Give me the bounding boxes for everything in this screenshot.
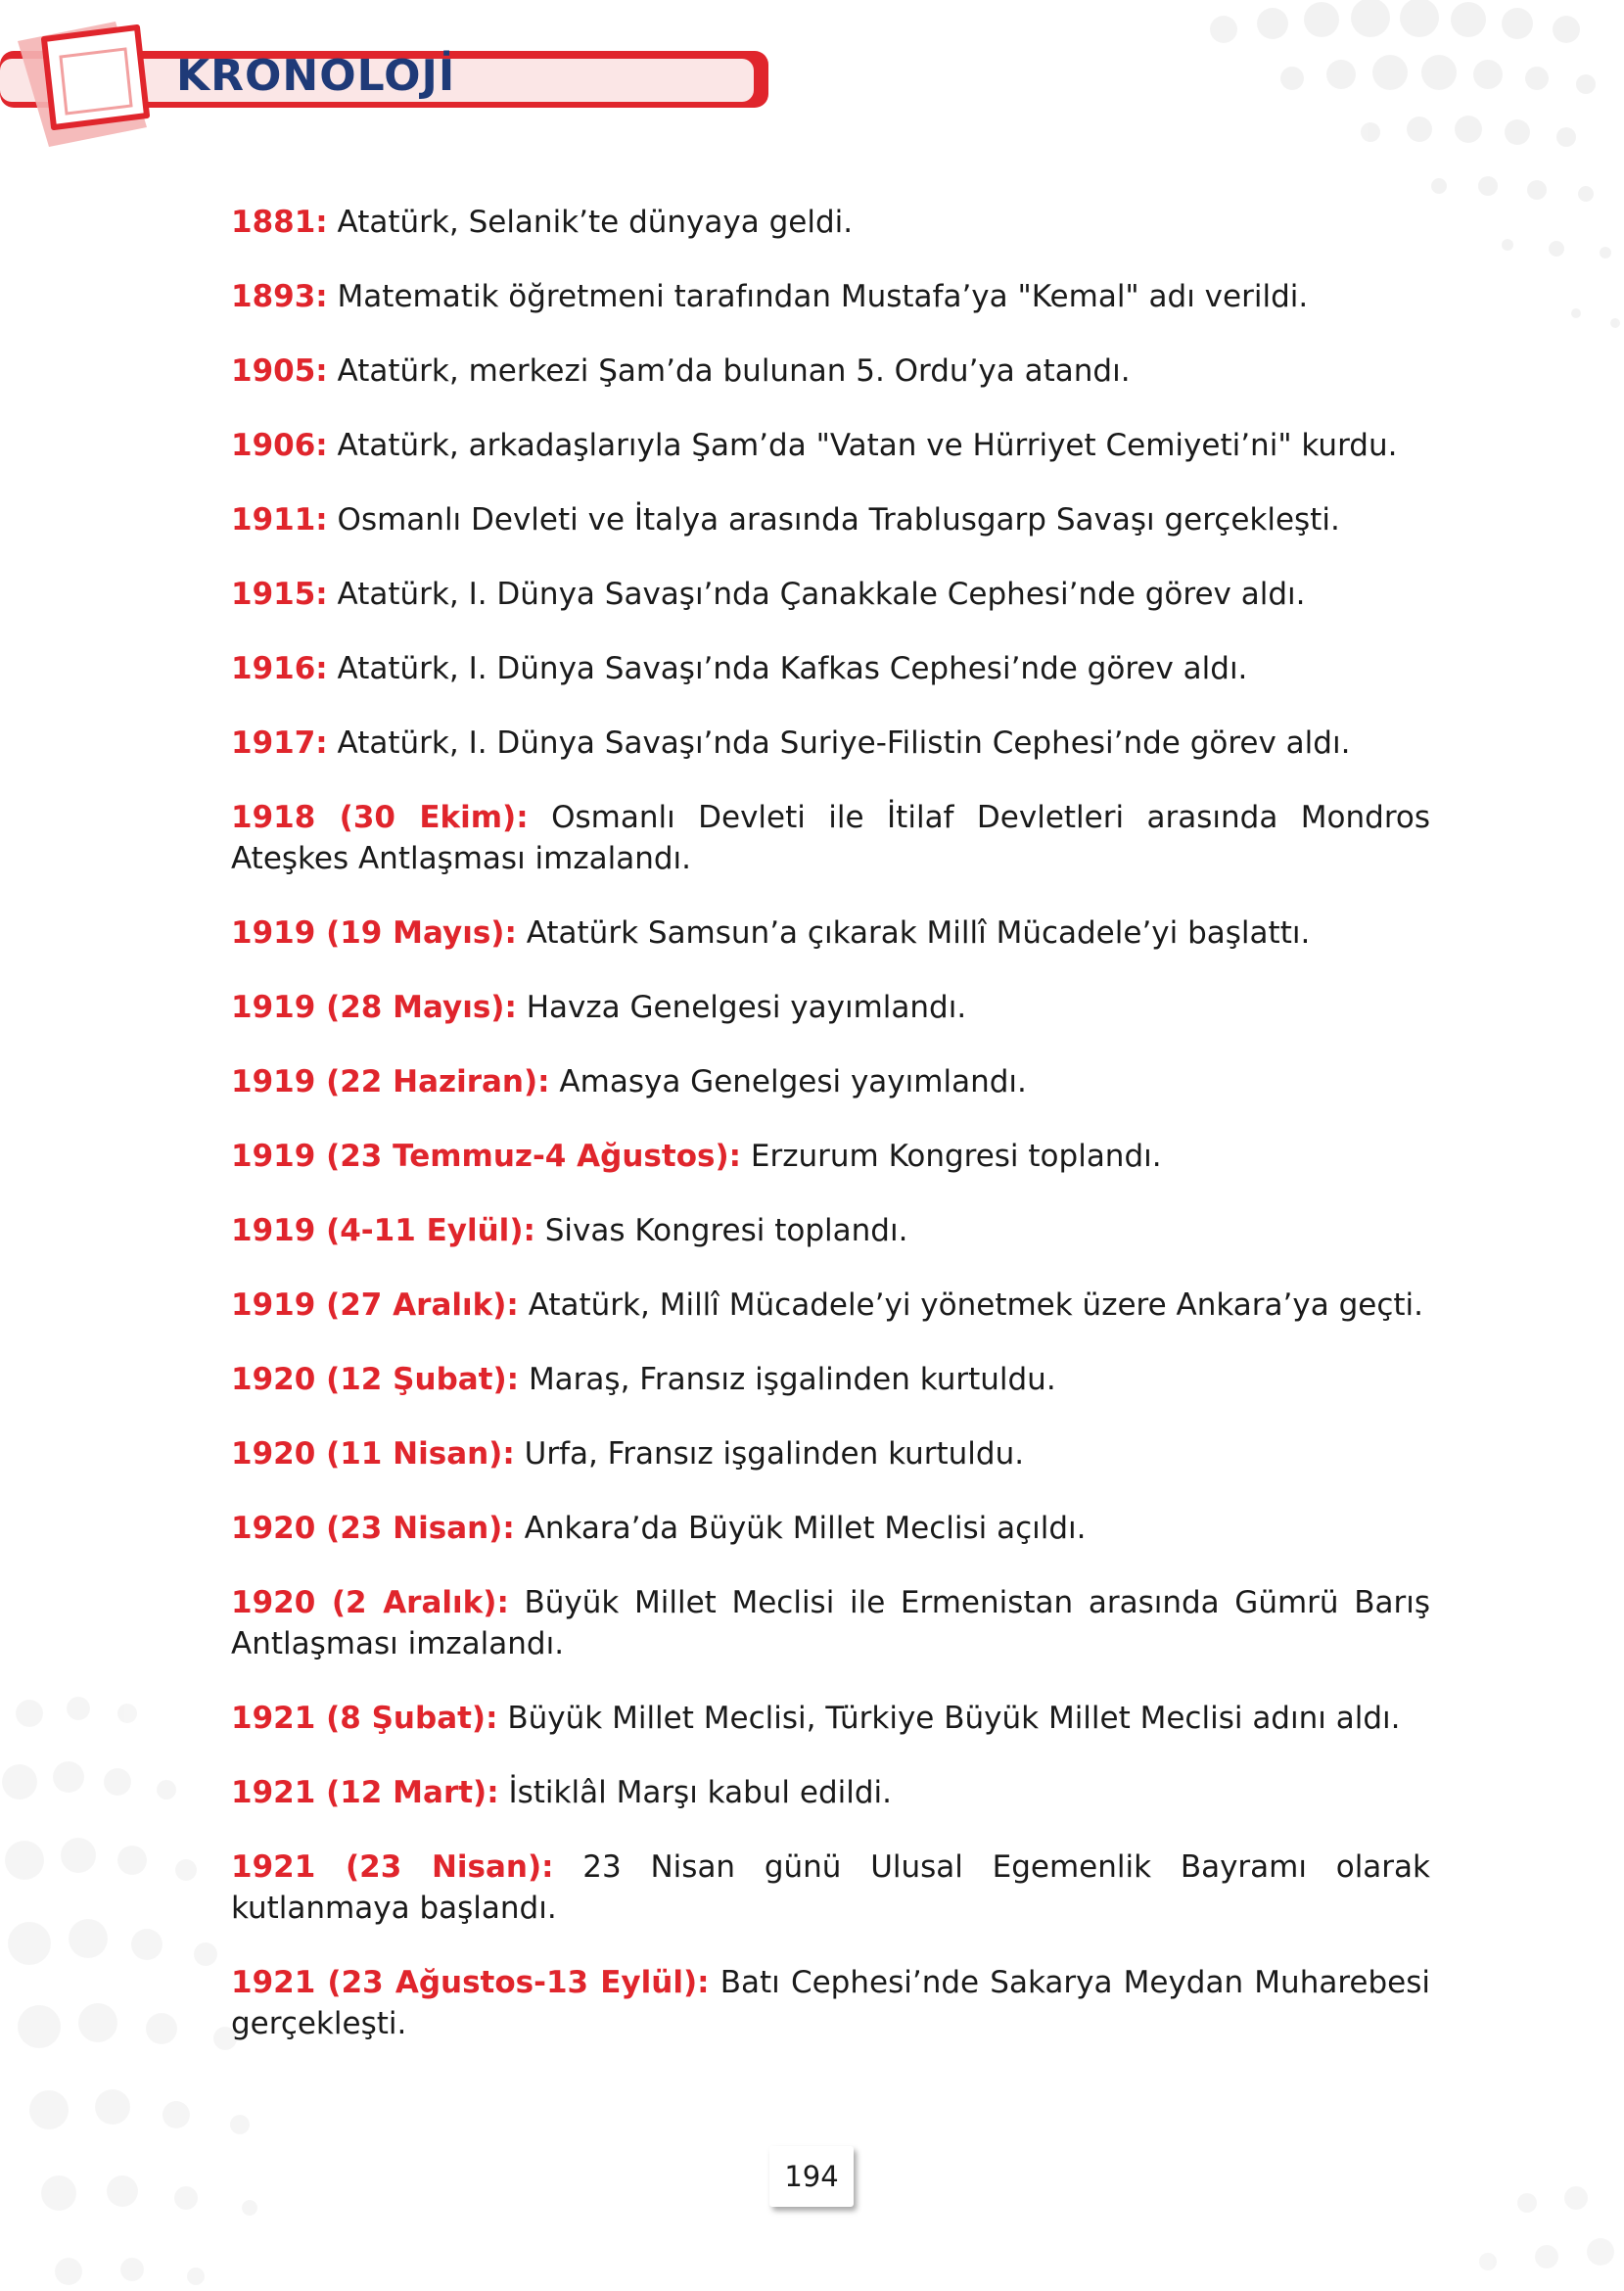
entry-text: Batı Cephesi’nde Sakarya Meydan Muharebesi gerçekleşti. xyxy=(231,1965,1430,2041)
list-item: 1911: Osmanlı Devleti ve İtalya arasında Trablusgarp Savaşı gerçekleşti. xyxy=(231,502,1340,538)
entry-date: 1920 (12 Şubat) xyxy=(231,1362,507,1397)
list-item: 1919 (22 Haziran): Amasya Genelgesi yayımlandı. xyxy=(231,1064,1027,1099)
entry-text: Ankara’da Büyük Millet Meclisi açıldı. xyxy=(524,1511,1087,1546)
entry-text: Atatürk, arkadaşlarıyla Şam’da "Vatan ve Hürriyet Cemiyeti’ni" kurdu. xyxy=(337,428,1398,463)
entry-text: Osmanlı Devleti ile İtilaf Devletleri arasında Mondros Ateşkes Antlaşması imzalandı. xyxy=(231,800,1430,876)
entry-text: Atatürk, merkezi Şam’da bulunan 5. Ordu’ya atandı. xyxy=(337,353,1131,389)
entry-date: 1893 xyxy=(231,279,316,314)
list-item: 1893: Matematik öğretmeni tarafından Mustafa’ya "Kemal" adı verildi. xyxy=(231,279,1309,314)
entry-date: 1917 xyxy=(231,725,316,761)
entry-text: Maraş, Fransız işgalinden kurtuldu. xyxy=(528,1362,1056,1397)
entry-date: 1919 (4-11 Eylül) xyxy=(231,1213,524,1248)
entry-text: İstiklâl Marşı kabul edildi. xyxy=(508,1775,892,1810)
list-item: 1920 (11 Nisan): Urfa, Fransız işgalinden kurtuldu. xyxy=(231,1436,1025,1472)
notebook-icon xyxy=(18,22,147,147)
entry-text: Atatürk, I. Dünya Savaşı’nda Suriye-Filistin Cephesi’nde görev aldı. xyxy=(337,725,1351,761)
entry-text: 23 Nisan günü Ulusal Egemenlik Bayramı olarak kutlanmaya başlandı. xyxy=(231,1849,1430,1926)
entry-date: 1921 (8 Şubat) xyxy=(231,1701,487,1736)
entry-date: 1915 xyxy=(231,577,316,612)
entry-text: Sivas Kongresi toplandı. xyxy=(544,1213,908,1248)
entry-text: Havza Genelgesi yayımlandı. xyxy=(526,990,967,1025)
entry-text: Atatürk, I. Dünya Savaşı’nda Kafkas Cephesi’nde görev aldı. xyxy=(337,651,1248,686)
entry-text: Atatürk, Millî Mücadele’yi yönetmek üzere Ankara’ya geçti. xyxy=(528,1287,1424,1323)
entry-date: 1919 (27 Aralık) xyxy=(231,1287,507,1323)
entry-text: Matematik öğretmeni tarafından Mustafa’ya "Kemal" adı verildi. xyxy=(337,279,1309,314)
entry-date: 1920 (2 Aralık) xyxy=(231,1585,497,1620)
list-item: 1917: Atatürk, I. Dünya Savaşı’nda Suriye-Filistin Cephesi’nde görev aldı. xyxy=(231,725,1351,761)
entry-date: 1906 xyxy=(231,428,316,463)
entry-date: 1919 (23 Temmuz-4 Ağustos) xyxy=(231,1139,729,1174)
list-item: 1919 (27 Aralık): Atatürk, Millî Mücadele’yi yönetmek üzere Ankara’ya geçti. xyxy=(231,1287,1424,1323)
entry-text: Atatürk, Selanik’te dünyaya geldi. xyxy=(337,205,854,240)
entry-date: 1881 xyxy=(231,205,316,240)
list-item: 1919 (28 Mayıs): Havza Genelgesi yayımlandı. xyxy=(231,990,967,1025)
entry-date: 1920 (11 Nisan) xyxy=(231,1436,503,1472)
list-item: 1919 (4-11 Eylül): Sivas Kongresi toplandı. xyxy=(231,1213,908,1248)
entry-date: 1919 (19 Mayıs) xyxy=(231,915,505,951)
entry-date: 1905 xyxy=(231,353,316,389)
entry-date: 1919 (28 Mayıs) xyxy=(231,990,505,1025)
page-title: KRONOLOJİ xyxy=(176,51,456,101)
page-number-card xyxy=(769,2146,854,2207)
list-item: 1919 (19 Mayıs): Atatürk Samsun’a çıkarak Millî Mücadele’yi başlattı. xyxy=(231,915,1311,951)
entry-date: 1921 (23 Nisan) xyxy=(231,1849,542,1885)
page-number: 194 xyxy=(784,2160,839,2193)
list-item: 1921 (12 Mart): İstiklâl Marşı kabul edildi. xyxy=(231,1775,892,1810)
entry-text: Büyük Millet Meclisi, Türkiye Büyük Millet Meclisi adını aldı. xyxy=(507,1701,1401,1736)
entry-date: 1916 xyxy=(231,651,316,686)
entry-text: Atatürk, I. Dünya Savaşı’nda Çanakkale Cephesi’nde görev aldı. xyxy=(337,577,1306,612)
entry-date: 1911 xyxy=(231,502,316,538)
list-item: 1915: Atatürk, I. Dünya Savaşı’nda Çanakkale Cephesi’nde görev aldı. xyxy=(231,577,1306,612)
list-item: 1920 (2 Aralık): Büyük Millet Meclisi ile Ermenistan arasında Gümrü Barış Antlaşması imzalandı. xyxy=(231,1585,1430,1661)
list-item: 1906: Atatürk, arkadaşlarıyla Şam’da "Vatan ve Hürriyet Cemiyeti’ni" kurdu. xyxy=(231,428,1398,463)
list-item: 1905: Atatürk, merkezi Şam’da bulunan 5. Ordu’ya atandı. xyxy=(231,353,1131,389)
list-item: 1920 (12 Şubat): Maraş, Fransız işgalinden kurtuldu. xyxy=(231,1362,1056,1397)
list-item: 1919 (23 Temmuz-4 Ağustos): Erzurum Kongresi toplandı. xyxy=(231,1139,1162,1174)
list-item: 1918 (30 Ekim): Osmanlı Devleti ile İtilaf Devletleri arasında Mondros Ateşkes Antlaşması imzalandı. xyxy=(231,800,1430,876)
entry-date: 1918 (30 Ekim) xyxy=(231,800,517,835)
entry-text: Erzurum Kongresi toplandı. xyxy=(750,1139,1162,1174)
entry-date: 1921 (23 Ağustos-13 Eylül) xyxy=(231,1965,698,2000)
entry-text: Büyük Millet Meclisi ile Ermenistan arasında Gümrü Barış Antlaşması imzalandı. xyxy=(231,1585,1430,1661)
entry-date: 1920 (23 Nisan) xyxy=(231,1511,503,1546)
list-item: 1916: Atatürk, I. Dünya Savaşı’nda Kafkas Cephesi’nde görev aldı. xyxy=(231,651,1248,686)
entry-date: 1921 (12 Mart) xyxy=(231,1775,487,1810)
list-item: 1921 (23 Ağustos-13 Eylül): Batı Cephesi’nde Sakarya Meydan Muharebesi gerçekleşti. xyxy=(231,1965,1430,2041)
entry-text: Osmanlı Devleti ve İtalya arasında Trablusgarp Savaşı gerçekleşti. xyxy=(337,502,1340,538)
entry-text: Atatürk Samsun’a çıkarak Millî Mücadele’yi başlattı. xyxy=(526,915,1311,951)
list-item: 1920 (23 Nisan): Ankara’da Büyük Millet Meclisi açıldı. xyxy=(231,1511,1087,1546)
entry-text: Amasya Genelgesi yayımlandı. xyxy=(559,1064,1027,1099)
list-item: 1921 (8 Şubat): Büyük Millet Meclisi, Türkiye Büyük Millet Meclisi adını aldı. xyxy=(231,1701,1401,1736)
entry-text: Urfa, Fransız işgalinden kurtuldu. xyxy=(524,1436,1025,1472)
entry-date: 1919 (22 Haziran) xyxy=(231,1064,538,1099)
list-item: 1881: Atatürk, Selanik’te dünyaya geldi. xyxy=(231,205,854,240)
chronology-list xyxy=(231,202,1430,2078)
list-item: 1921 (23 Nisan): 23 Nisan günü Ulusal Egemenlik Bayramı olarak kutlanmaya başlandı. xyxy=(231,1849,1430,1926)
